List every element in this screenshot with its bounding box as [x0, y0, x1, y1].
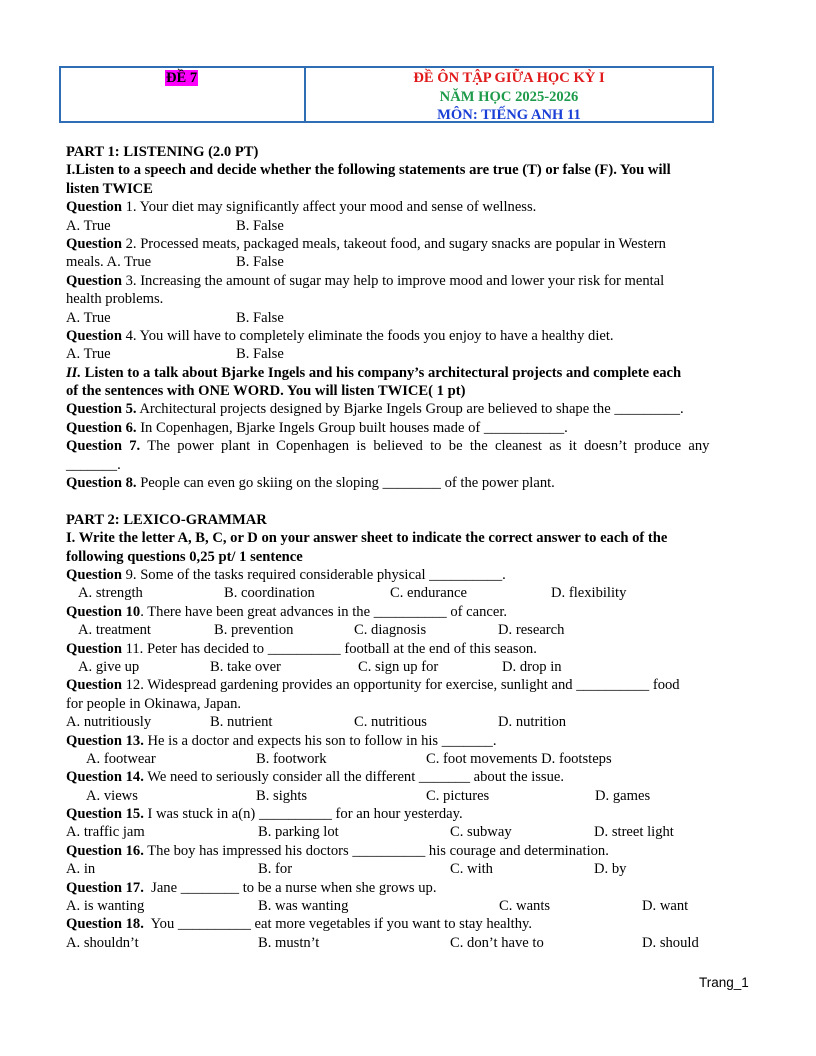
part2-section1-instruction: I. Write the letter A, B, C, or D on your answer sheet to indicate the correct answer to each of the	[66, 530, 668, 547]
question-3-options	[66, 309, 748, 327]
option-a: A. traffic jam	[66, 824, 145, 841]
part1-title: PART 1: LISTENING (2.0 PT)	[66, 144, 259, 160]
question-text: In Copenhagen, Bjarke Ingels Group built houses made of ___________.	[136, 419, 568, 436]
question-text: Architectural projects designed by Bjarke Ingels Group are believed to shape the _________.	[136, 401, 684, 418]
option-b: B. parking lot	[258, 824, 339, 841]
page-number: Trang_1	[699, 975, 749, 990]
question-label: Question	[66, 235, 122, 252]
question-label: Question 17.	[66, 879, 144, 896]
question-13-options	[66, 750, 748, 768]
option-a: A. give up	[78, 658, 140, 675]
question-3-cont: health problems.	[66, 291, 164, 308]
exam-title: ĐỀ ÔN TẬP GIỮA HỌC KỲ I	[413, 70, 605, 86]
question-text-cont: meals. A. True	[66, 254, 152, 271]
question-18	[66, 915, 748, 933]
option-a: A. treatment	[78, 622, 151, 639]
option-c: C. with	[450, 861, 493, 878]
question-text: We need to seriously consider all the different _______ about the issue.	[143, 769, 565, 786]
question-text: 4. You will have to completely eliminate the foods you enjoy to have a healthy diet.	[121, 327, 614, 344]
question-15-options	[66, 823, 748, 841]
question-text: I was stuck in a(n) __________ for an hour yesterday.	[143, 806, 463, 823]
question-label: Question 5.	[66, 401, 137, 418]
option-b: B. sights	[256, 787, 308, 804]
question-text: Jane ________ to be a nurse when she grows up.	[143, 879, 437, 896]
option-a: A. nutritiously	[66, 714, 152, 731]
option-b: B. footwork	[256, 750, 327, 767]
question-16	[66, 842, 748, 860]
question-text: 11. Peter has decided to __________ football at the end of this season.	[121, 640, 537, 657]
option-a: A. strength	[78, 585, 143, 602]
question-11-options	[66, 658, 748, 676]
question-label: Question 7.	[66, 438, 141, 455]
question-label: Question 15.	[66, 806, 144, 823]
question-17	[66, 879, 748, 897]
option-c: C. subway	[450, 824, 512, 841]
question-12	[66, 676, 748, 694]
question-6	[66, 419, 748, 437]
option-c: C. sign up for	[358, 658, 439, 675]
option-d: D. street light	[594, 824, 674, 841]
question-text: 1. Your diet may significantly affect your mood and sense of wellness.	[121, 199, 537, 216]
option-b: B. False	[236, 346, 284, 363]
option-d: D. games	[595, 787, 651, 804]
question-label: Question 16.	[66, 842, 144, 859]
question-3	[66, 272, 748, 290]
question-12-cont: for people in Okinawa, Japan.	[66, 695, 242, 712]
option-b: B. False	[236, 309, 284, 326]
option-a: A. footwear	[86, 750, 156, 767]
option-d: D. research	[498, 622, 565, 639]
option-b: B. coordination	[224, 585, 315, 602]
option-b: B. prevention	[214, 622, 294, 639]
question-10	[66, 603, 748, 621]
question-label: Question	[66, 640, 122, 657]
question-4-options	[66, 345, 748, 363]
header-right-cell	[306, 68, 712, 121]
option-a: A. in	[66, 861, 96, 878]
question-11	[66, 640, 748, 658]
question-label: Question 14.	[66, 769, 144, 786]
question-9	[66, 566, 748, 584]
question-5	[66, 400, 748, 418]
question-2	[66, 235, 748, 253]
question-text: 9. Some of the tasks required considerable physical __________.	[121, 566, 506, 583]
option-b: B. nutrient	[210, 714, 273, 731]
question-1-options	[66, 217, 748, 235]
option-b: B. False	[236, 254, 284, 271]
option-a: A. True	[66, 217, 111, 234]
question-text: 12. Widespread gardening provides an opportunity for exercise, sunlight and __________ food	[121, 677, 680, 694]
question-15	[66, 805, 748, 823]
question-text: He is a doctor and expects his son to follow in his _______.	[143, 732, 497, 749]
spacer	[66, 492, 748, 510]
question-label: Question 10	[66, 603, 141, 620]
option-d: D. nutrition	[498, 714, 567, 731]
part1-section2-instruction-cont: of the sentences with ONE WORD. You will listen TWICE( 1 pt)	[66, 383, 466, 400]
part2-title: PART 2: LEXICO-GRAMMAR	[66, 511, 267, 528]
question-text: 3. Increasing the amount of sugar may help to improve mood and lower your risk for mental	[121, 272, 665, 289]
exam-content	[66, 143, 748, 952]
option-d: D. drop in	[502, 658, 562, 675]
question-14-options	[66, 787, 748, 805]
question-12-options	[66, 713, 748, 731]
question-label: Question	[66, 199, 122, 216]
option-a: A. is wanting	[66, 898, 145, 915]
option-d: D. want	[642, 898, 689, 915]
option-c: C. wants	[499, 898, 551, 915]
question-17-options	[66, 897, 748, 915]
option-c: C. diagnosis	[354, 622, 427, 639]
option-a: A. True	[66, 346, 111, 363]
question-label: Question	[66, 327, 122, 344]
question-label: Question 13.	[66, 732, 144, 749]
question-9-options	[66, 584, 748, 602]
question-2-cont	[66, 253, 748, 271]
option-a: A. True	[66, 309, 111, 326]
option-a: A. shouldn’t	[66, 934, 139, 951]
option-d: D. by	[594, 861, 627, 878]
question-label: Question	[66, 566, 122, 583]
option-c: C. nutritious	[354, 714, 427, 731]
option-d: D. flexibility	[551, 585, 627, 602]
option-a: A. views	[86, 787, 138, 804]
question-16-options	[66, 860, 748, 878]
option-b: B. False	[236, 217, 284, 234]
question-label: Question	[66, 677, 122, 694]
question-label: Question	[66, 272, 122, 289]
part1-section1-instruction: I.Listen to a speech and decide whether the following statements are true (T) or false (F). You will	[66, 162, 671, 179]
question-13	[66, 732, 748, 750]
question-7-cont: _______.	[66, 456, 121, 473]
question-text: The power plant in Copenhagen is believed to be the cleanest as it doesn’t produce any	[140, 438, 710, 455]
header-left-cell	[61, 68, 306, 121]
option-c: C. pictures	[426, 787, 490, 804]
question-label: Question 6.	[66, 419, 137, 436]
part2-section1-instruction-cont: following questions 0,25 pt/ 1 sentence	[66, 548, 303, 565]
question-10-options	[66, 621, 748, 639]
question-7	[66, 437, 748, 455]
option-b: B. take over	[210, 658, 281, 675]
question-label: Question 18.	[66, 916, 144, 933]
question-text: . There have been great advances in the __________ of cancer.	[140, 603, 508, 620]
question-14	[66, 768, 748, 786]
question-4	[66, 327, 748, 345]
question-18-options	[66, 934, 748, 952]
question-1	[66, 198, 748, 216]
section-text: Listen to a talk about Bjarke Ingels and his company’s architectural projects and complete each	[81, 364, 682, 381]
option-b: B. for	[258, 861, 293, 878]
section-number: II.	[66, 364, 82, 381]
option-c-d: C. foot movements D. footsteps	[426, 750, 612, 767]
option-b: B. was wanting	[258, 898, 349, 915]
subject-line: MÔN: TIẾNG ANH 11	[437, 107, 581, 123]
option-c: C. endurance	[390, 585, 467, 602]
part1-section2-instruction	[66, 364, 748, 382]
question-label: Question 8.	[66, 475, 137, 492]
question-text: 2. Processed meats, packaged meals, takeout food, and sugary snacks are popular in Western	[121, 235, 666, 252]
option-d: D. should	[642, 934, 699, 951]
question-text: The boy has impressed his doctors __________ his courage and determination.	[143, 842, 609, 859]
question-8	[66, 474, 748, 492]
question-text: You __________ eat more vegetables if you want to stay healthy.	[143, 916, 532, 933]
exam-header-table	[59, 66, 714, 123]
option-b: B. mustn’t	[258, 934, 320, 951]
option-c: C. don’t have to	[450, 934, 544, 951]
school-year: NĂM HỌC 2025-2026	[439, 88, 579, 105]
part1-section1-instruction-cont: listen TWICE	[66, 180, 153, 197]
question-text: People can even go skiing on the sloping ________ of the power plant.	[136, 475, 555, 492]
exam-number-label: ĐỀ 7	[166, 70, 198, 86]
